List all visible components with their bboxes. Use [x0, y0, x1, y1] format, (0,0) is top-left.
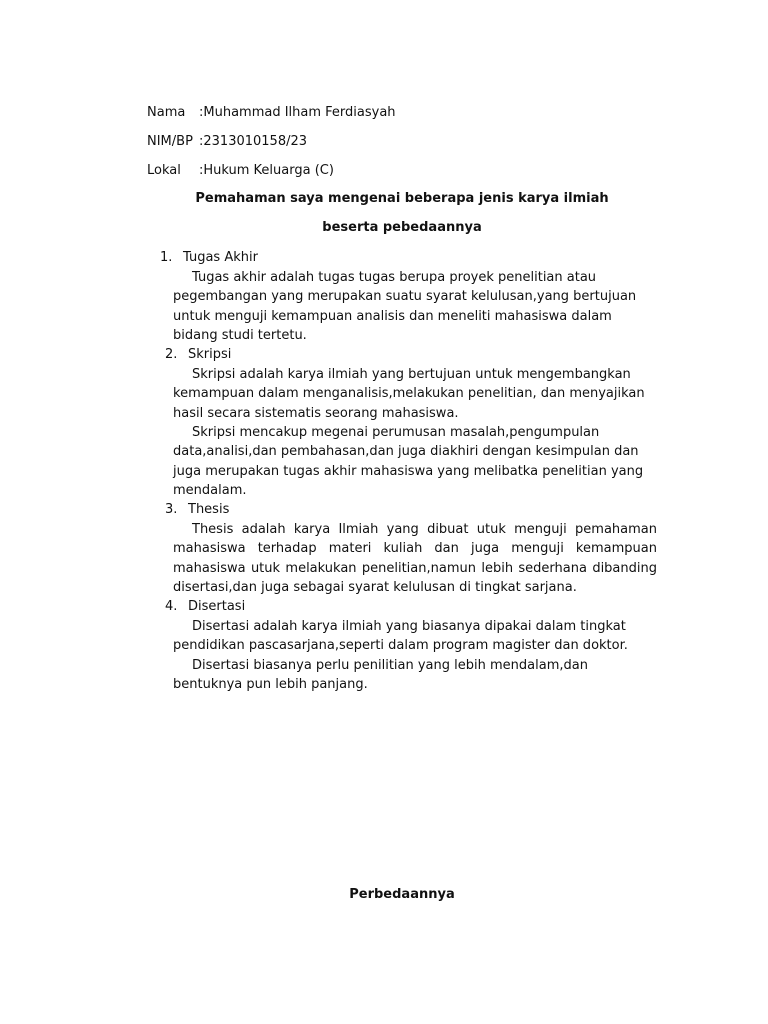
paragraph-skripsi-2: Skripsi mencakup megenai perumusan masalah,pengumpulan data,analisi,dan pembahasan,dan juga diakhiri dengan kesimpulan dan juga merupakan tugas akhir mahasiswa yang melibatka penelitian yang mendalam. [173, 425, 644, 498]
section-title: Skripsi [188, 347, 232, 362]
identity-nama [147, 103, 396, 122]
lokal-value: :Hukum Keluarga (C) [199, 163, 334, 178]
identity-nim [147, 132, 307, 151]
paragraph-thesis: Thesis adalah karya Ilmiah yang dibuat utuk menguji pemahaman mahasiswa terhadap materi kuliah dan juga menguji kemampuan mahasiswa utuk melakukan penelitian,namun lebih sederhana dibanding disertasi,dan juga sebagai syarat kelulusan di tingkat sarjana. [173, 522, 657, 595]
paragraph-disertasi-1: Disertasi adalah karya ilmiah yang biasanya dipakai dalam tingkat pendidikan pascasarjana,seperti dalam program magister dan doktor. [173, 619, 628, 654]
identity-lokal [147, 161, 334, 180]
nim-label: NIM/BP [147, 134, 193, 149]
section-number: 4. [165, 599, 178, 614]
nama-label: Nama [147, 105, 186, 120]
section-number: 2. [165, 347, 178, 362]
section-heading-skripsi [165, 345, 231, 364]
paragraph-tugas-akhir: Tugas akhir adalah tugas tugas berupa proyek penelitian atau pegembangan yang merupakan suatu syarat kelulusan,yang bertujuan untuk menguji kemampuan analisis dan meneliti mahasiswa dalam bidang studi tertetu. [173, 270, 637, 343]
paragraph-skripsi-1: Skripsi adalah karya ilmiah yang bertujuan untuk mengembangkan kemampuan dalam menganalisis,melakukan penelitian, dan menyajikan hasil secara sistematis seorang mahasiswa. [173, 367, 645, 421]
section-heading-disertasi [165, 597, 245, 616]
section-heading-thesis [165, 500, 229, 519]
section-title: Thesis [188, 502, 230, 517]
perbedaannya-heading: Perbedaannya [349, 887, 455, 902]
document-title-line-2: beserta pebedaannya [322, 220, 482, 235]
nim-value: :2313010158/23 [199, 134, 308, 149]
section-title: Tugas Akhir [183, 250, 258, 265]
section-title: Disertasi [188, 599, 246, 614]
section-number: 3. [165, 502, 178, 517]
section-heading-tugas-akhir [160, 248, 258, 267]
section-number: 1. [160, 250, 173, 265]
document-title-line-1: Pemahaman saya mengenai beberapa jenis karya ilmiah [195, 191, 609, 206]
paragraph-disertasi-2: Disertasi biasanya perlu penilitian yang lebih mendalam,dan bentuknya pun lebih panjang. [173, 658, 588, 693]
lokal-label: Lokal [147, 163, 181, 178]
nama-value: :Muhammad Ilham Ferdiasyah [199, 105, 396, 120]
